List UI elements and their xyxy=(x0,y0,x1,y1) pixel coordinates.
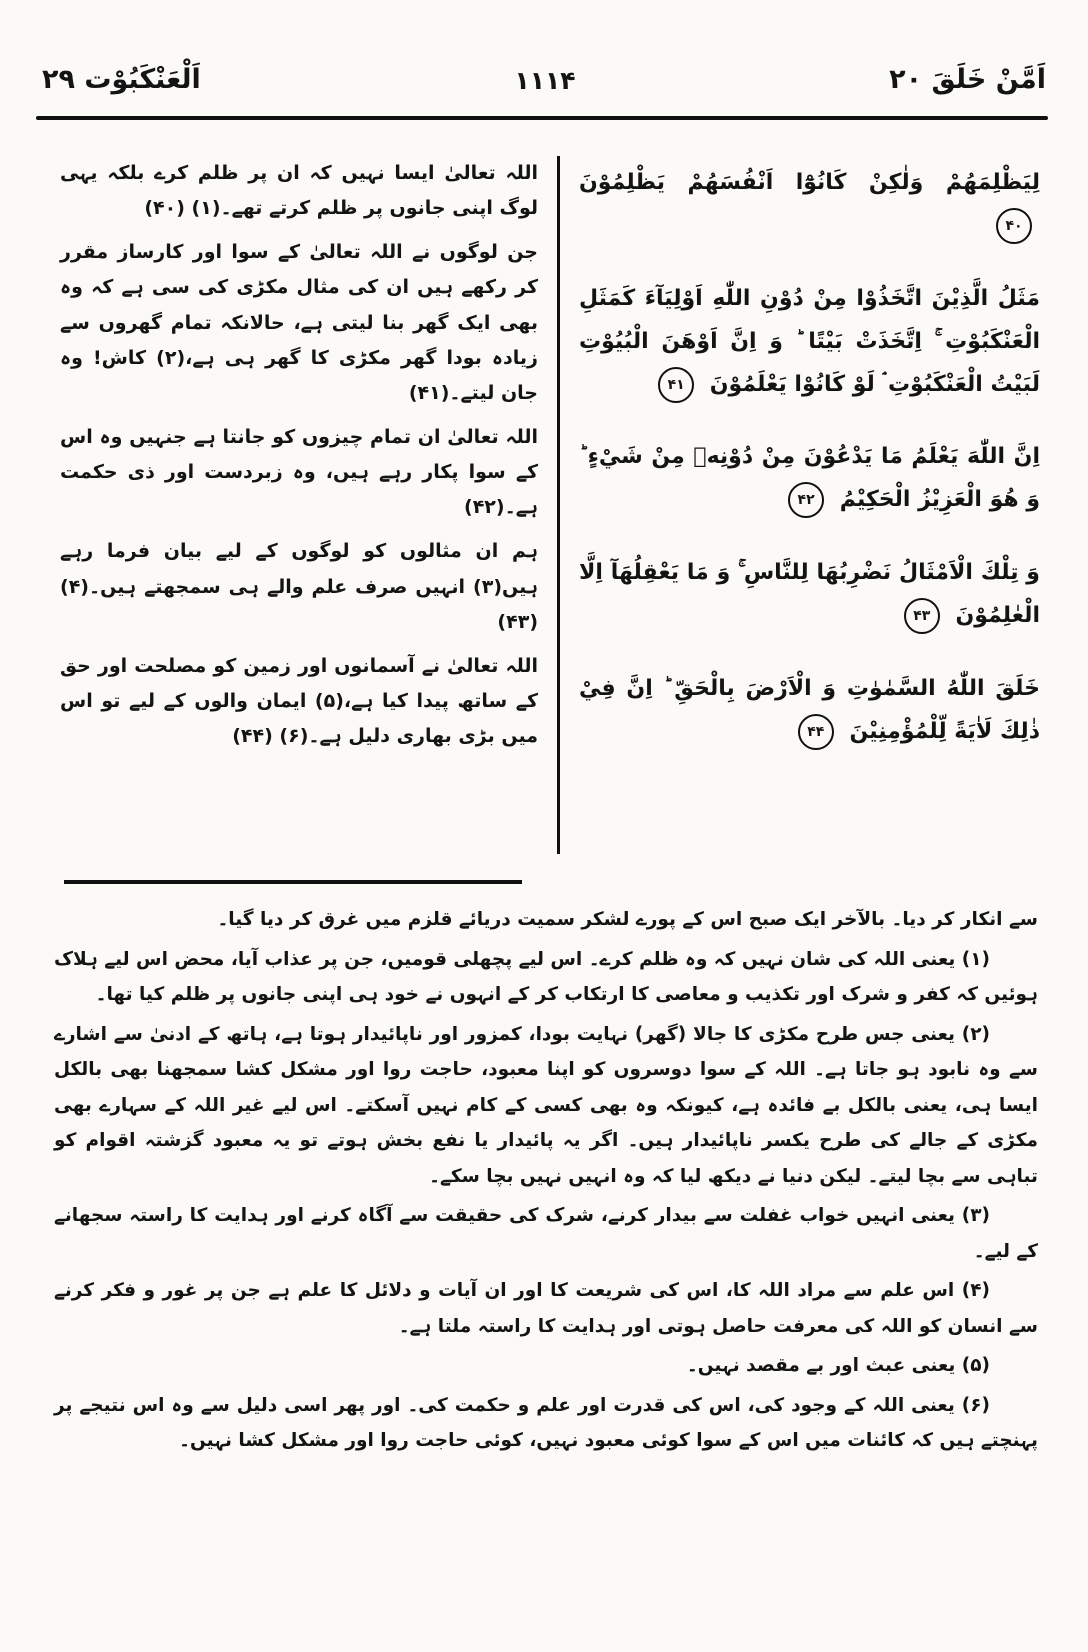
footnote-continuation: سے انکار کر دیا۔ بالآخر ایک صبح اس کے پورے لشکر سمیت دریائے قلزم میں غرق کر دیا گیا۔ xyxy=(217,909,1038,930)
footnote-2: (۲) یعنی جس طرح مکڑی کا جالا (گھر) نہایت بودا، کمزور اور ناپائیدار ہوتا ہے، ہاتھ کے ادنیٰ سے اشارے سے وہ نابود ہو جاتا ہے۔ اللہ کے سوا دوسروں کو اپنا معبود، حاجت روا اور مشکل کشا سمجھنا بھی بالکل ایسا ہی، یعنی بالکل بے فائدہ ہے، کیونکہ وہ بھی کسی کے کام نہیں آسکتے۔ اس لیے غیر اللہ کے سہارے بھی مکڑی کے جالے کی طرح یکسر ناپائیدار ہیں۔ اگر یہ پائیدار یا نفع بخش ہوتے تو یہ معبود گزشتہ اقوام کو تباہی سے بچا لیتے۔ لیکن دنیا نے دیکھ لیا کہ وہ انہیں نہیں بچا سکے۔ xyxy=(54,1023,1038,1187)
header-rule xyxy=(36,116,1048,120)
translation-paragraph: ہم ان مثالوں کو لوگوں کے لیے بیان فرما رہے ہیں(۳) انہیں صرف علم والے ہی سمجھتے ہیں۔(۴) (۴۳) xyxy=(60,540,538,633)
verse-number-medallion: ۴۰ xyxy=(996,208,1032,244)
footnotes-section xyxy=(54,902,1038,1463)
surah-title: اَلْعَنْكَبُوْت ۲۹ xyxy=(42,64,201,95)
footnote-1: (۱) یعنی اللہ کی شان نہیں کہ وہ ظلم کرے۔ اس لیے پچھلی قومیں، جن پر عذاب آیا، محض اس لیے ہلاک ہوئیں کہ کفر و شرک اور تکذیب و معاصی کا ارتکاب کر کے انہوں نے خود ہی اپنی جانوں پر ظلم کیا تھا۔ xyxy=(54,948,1038,1006)
verse-number-medallion: ۴۲ xyxy=(788,482,824,518)
footnote-3: (۳) یعنی انہیں خواب غفلت سے بیدار کرنے، شرک کی حقیقت سے آگاہ کرنے اور ہدایت کا راستہ سجھانے کے لیے۔ xyxy=(54,1205,1038,1262)
footnote-separator-rule xyxy=(64,880,522,884)
footnote-5: (۵) یعنی عبث اور بے مقصد نہیں۔ xyxy=(686,1355,990,1377)
quran-verse xyxy=(579,668,1040,754)
verse-text: مَثَلُ الَّذِيْنَ اتَّخَذُوْا مِنْ دُوْنِ اللّٰهِ اَوْلِيَآءَ كَمَثَلِ الْعَنْكَبُوْتِ ۚ اِتَّخَذَتْ بَيْتًا ؕ وَ اِنَّ اَوْهَنَ الْبُيُوْتِ لَبَيْتُ الْعَنْكَبُوْتِ ۘ لَوْ كَانُوْا يَعْلَمُوْنَ xyxy=(579,285,1040,397)
juz-title: اَمَّنْ خَلَقَ ۲۰ xyxy=(889,64,1046,95)
footnote-4: (۴) اس علم سے مراد اللہ کا، اس کی شریعت کا اور ان آیات و دلائل کا علم ہے جن پر غور و فکر کرنے سے انسان کو اللہ کی معرفت حاصل ہوتی اور ہدایت کا راستہ ملتا ہے۔ xyxy=(54,1280,1038,1337)
page-number: ۱۱۱۴ xyxy=(514,66,576,95)
verse-text: خَلَقَ اللّٰهُ السَّمٰوٰتِ وَ الْاَرْضَ بِالْحَقِّ ؕ اِنَّ فِيْ ذٰلِكَ لَاٰيَةً لِّلْمُؤْمِنِيْنَ xyxy=(579,676,1040,744)
quran-verse xyxy=(579,162,1040,248)
verse-text: اِنَّ اللّٰهَ يَعْلَمُ مَا يَدْعُوْنَ مِنْ دُوْنِهٖ مِنْ شَيْءٍ ؕ وَ هُوَ الْعَزِيْزُ الْحَكِيْمُ xyxy=(579,444,1040,513)
translation-paragraph: جن لوگوں نے اللہ تعالیٰ کے سوا اور کارساز مقرر کر رکھے ہیں ان کی مثال مکڑی کی سی ہے کہ وہ بھی ایک گھر بنا لیتی ہے، حالانکہ تمام گھروں سے زیادہ بودا گھر مکڑی کا گھر ہی ہے،(۲) کاش! وہ جان لیتے۔(۴۱) xyxy=(60,241,538,404)
verse-text: وَ تِلْكَ الْاَمْثَالُ نَضْرِبُهَا لِلنَّاسِ ۚ وَ مَا يَعْقِلُهَآ اِلَّا الْعٰلِمُوْنَ xyxy=(579,560,1040,629)
translation-paragraph: اللہ تعالیٰ ان تمام چیزوں کو جانتا ہے جنہیں وہ اس کے سوا پکار رہے ہیں، وہ زبردست اور ذی حکمت ہے۔(۴۲) xyxy=(60,425,538,519)
quran-verse xyxy=(579,436,1040,522)
translation-paragraph: اللہ تعالیٰ ایسا نہیں کہ ان پر ظلم کرے بلکہ یہی لوگ اپنی جانوں پر ظلم کرتے تھے۔(۱) (۴۰) xyxy=(60,162,538,220)
urdu-translation-column xyxy=(60,150,538,862)
main-columns xyxy=(60,150,1040,862)
translation-paragraph: اللہ تعالیٰ نے آسمانوں اور زمین کو مصلحت اور حق کے ساتھ پیدا کیا ہے،(۵) ایمان والوں کے لیے تو اس میں بڑی بھاری دلیل ہے۔(۶) (۴۴) xyxy=(60,654,538,748)
verse-number-medallion: ۴۴ xyxy=(798,714,834,750)
quran-verse xyxy=(579,278,1040,407)
verse-number-medallion: ۴۳ xyxy=(904,598,940,634)
footnote-6: (۶) یعنی اللہ کے وجود کی، اس کی قدرت اور علم و حکمت کی۔ اور پھر اسی دلیل سے وہ اس نتیجے پر پہنچتے ہیں کہ کائنات میں اس کے سوا کوئی معبود نہیں، کوئی حاجت روا اور مشکل کشا نہیں۔ xyxy=(54,1394,1038,1452)
quran-verse xyxy=(579,552,1040,638)
verse-text: لِيَظْلِمَهُمْ وَلٰكِنْ كَانُوْٓا اَنْفُسَهُمْ يَظْلِمُوْنَ xyxy=(579,170,1040,195)
verse-number-medallion: ۴۱ xyxy=(658,367,694,403)
column-divider-rule xyxy=(557,156,560,854)
page-header xyxy=(42,64,1046,95)
arabic-verses-column xyxy=(579,150,1040,862)
